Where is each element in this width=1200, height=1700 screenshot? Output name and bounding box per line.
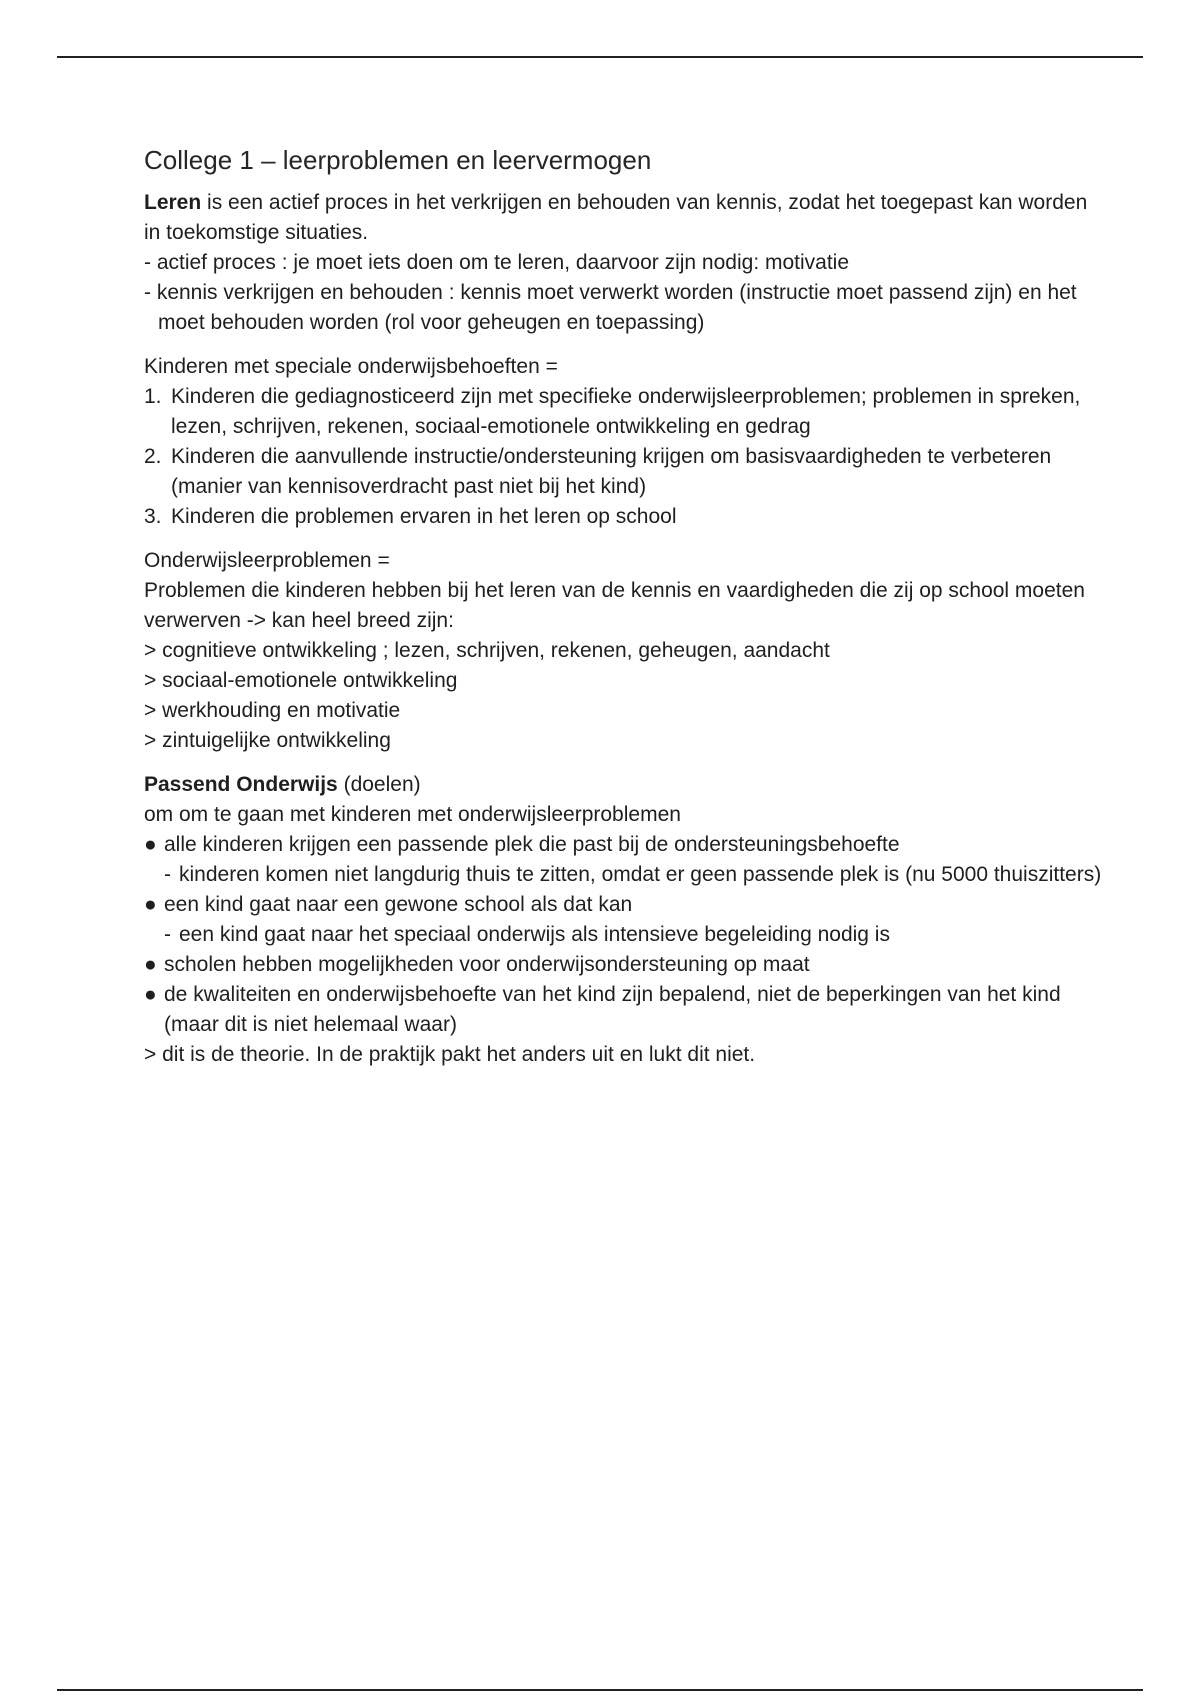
bullet-icon: ● bbox=[144, 953, 157, 976]
leren-definition bbox=[144, 188, 1104, 248]
bullet-text: scholen hebben mogelijkheden voor onderwijsondersteuning op maat bbox=[164, 953, 810, 976]
passend-term: Passend Onderwijs bbox=[144, 773, 338, 796]
sub-bullet-text: kinderen komen niet langdurig thuis te zitten, omdat er geen passende plek is (nu 5000 thuiszitters) bbox=[179, 863, 1102, 886]
passend-heading bbox=[144, 770, 1104, 800]
list-number: 3. bbox=[144, 505, 162, 528]
bullet-item bbox=[144, 890, 1104, 920]
bullet-text: een kind gaat naar een gewone school als dat kan bbox=[164, 893, 633, 916]
dash-icon: - bbox=[164, 863, 171, 886]
list-item-text: Kinderen die problemen ervaren in het leren op school bbox=[171, 505, 677, 528]
list-number: 1. bbox=[144, 385, 162, 408]
bullet-icon: ● bbox=[144, 893, 157, 916]
owlp-item: > cognitieve ontwikkeling ; lezen, schrijven, rekenen, geheugen, aandacht bbox=[144, 639, 830, 662]
leren-point: - kennis verkrijgen en behouden : kennis moet verwerkt worden (instructie moet passend zijn) en het moet behouden worden (rol voor geheugen en toepassing) bbox=[144, 281, 1077, 334]
sub-bullet-item bbox=[144, 860, 1104, 890]
dash-icon: - bbox=[164, 923, 171, 946]
page-title: College 1 – leerproblemen en leervermogen bbox=[144, 145, 652, 175]
document-body bbox=[144, 142, 1104, 1084]
list-number: 2. bbox=[144, 445, 162, 468]
list-item-text: Kinderen die aanvullende instructie/ondersteuning krijgen om basisvaardigheden te verbeteren (manier van kennisoverdracht past niet bij het kind) bbox=[171, 445, 1052, 498]
bullet-icon: ● bbox=[144, 983, 157, 1006]
bullet-item bbox=[144, 980, 1104, 1040]
passend-term-suffix: (doelen) bbox=[337, 773, 421, 796]
bullet-item bbox=[144, 830, 1104, 860]
list-item bbox=[144, 442, 1104, 502]
list-item bbox=[144, 382, 1104, 442]
owlp-item: > sociaal-emotionele ontwikkeling bbox=[144, 669, 458, 692]
speciale-list bbox=[144, 382, 1104, 532]
owlp-heading: Onderwijsleerproblemen = bbox=[144, 549, 390, 572]
bullet-text: alle kinderen krijgen een passende plek die past bij de ondersteuningsbehoefte bbox=[164, 833, 900, 856]
speciale-section bbox=[144, 352, 1104, 532]
sub-bullet-text: een kind gaat naar het speciaal onderwijs als intensieve begeleiding nodig is bbox=[179, 923, 890, 946]
bottom-rule bbox=[57, 1689, 1143, 1691]
passend-bullet-list bbox=[144, 830, 1104, 1040]
leren-point: - actief proces : je moet iets doen om te leren, daarvoor zijn nodig: motivatie bbox=[144, 251, 850, 274]
sub-bullet-item bbox=[144, 920, 1104, 950]
top-rule bbox=[57, 56, 1143, 58]
bullet-icon: ● bbox=[144, 833, 157, 856]
leren-term: Leren bbox=[144, 191, 202, 214]
leren-definition-text: is een actief proces in het verkrijgen en behouden van kennis, zodat het toegepast kan worden in toekomstige situaties. bbox=[144, 191, 1088, 244]
speciale-heading: Kinderen met speciale onderwijsbehoeften = bbox=[144, 355, 558, 378]
owlp-item: > zintuigelijke ontwikkeling bbox=[144, 729, 391, 752]
passend-intro: om om te gaan met kinderen met onderwijsleerproblemen bbox=[144, 803, 681, 826]
owlp-intro: Problemen die kinderen hebben bij het leren van de kennis en vaardigheden die zij op school moeten verwerven -> kan heel breed zijn: bbox=[144, 579, 1085, 632]
list-item-text: Kinderen die gediagnosticeerd zijn met specifieke onderwijsleerproblemen; problemen in spreken, lezen, schrijven, rekenen, sociaal-emotionele ontwikkeling en gedrag bbox=[171, 385, 1081, 438]
passend-onderwijs-section bbox=[144, 770, 1104, 1070]
passend-conclusion: > dit is de theorie. In de praktijk pakt het anders uit en lukt dit niet. bbox=[144, 1043, 756, 1066]
bullet-item bbox=[144, 950, 1104, 980]
list-item bbox=[144, 502, 1104, 532]
owlp-item: > werkhouding en motivatie bbox=[144, 699, 401, 722]
onderwijsleerproblemen-section bbox=[144, 546, 1104, 756]
bullet-text: de kwaliteiten en onderwijsbehoefte van het kind zijn bepalend, niet de beperkingen van het kind (maar dit is niet helemaal waar) bbox=[164, 983, 1061, 1036]
leren-section bbox=[144, 188, 1104, 338]
